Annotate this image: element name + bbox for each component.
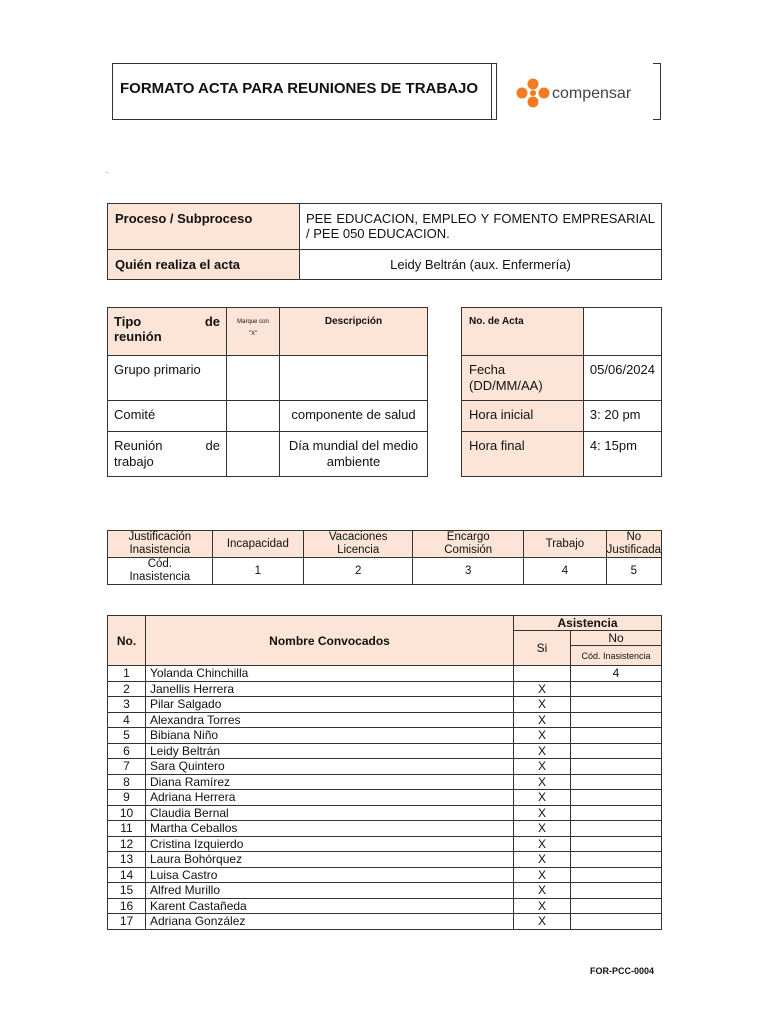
table-row — [108, 852, 662, 868]
row-cod — [571, 790, 662, 806]
marque-header — [227, 308, 280, 356]
tipo-reunion-trabajo-word1: Reunión — [114, 438, 163, 453]
tipo-grupo-primario: Grupo primario — [108, 356, 227, 401]
row-number: 5 — [108, 728, 146, 744]
table-row — [108, 774, 662, 790]
table-row — [108, 805, 662, 821]
table-row — [108, 681, 662, 697]
row-number: 10 — [108, 805, 146, 821]
row-name: Martha Ceballos — [146, 821, 514, 837]
row-si: X — [514, 914, 571, 930]
col-nombre-header: Nombre Convocados — [146, 616, 514, 666]
col-asistencia-header: Asistencia — [514, 616, 662, 631]
header-right-edge — [653, 63, 661, 120]
row-number: 12 — [108, 836, 146, 852]
just-code-2: 2 — [304, 558, 413, 585]
row-number: 14 — [108, 867, 146, 883]
descripcion-reunion-trabajo: Día mundial del medio ambiente — [280, 432, 428, 477]
descripcion-header: Descripción — [280, 308, 428, 356]
table-row — [108, 759, 662, 775]
header-divider — [491, 63, 497, 120]
row-si: X — [514, 681, 571, 697]
table-row — [108, 898, 662, 914]
tipo-header-word3: reunión — [114, 329, 162, 344]
row-cod — [571, 697, 662, 713]
row-cod — [571, 914, 662, 930]
asistencia-rows — [108, 666, 662, 930]
row-name: Adriana González — [146, 914, 514, 930]
tipo-reunion-trabajo-word2: de — [205, 438, 220, 453]
just-code-3: 3 — [413, 558, 524, 585]
hora-inicial-label: Hora inicial — [462, 401, 584, 432]
col-si-header: Si — [514, 631, 571, 666]
justificacion-table — [107, 530, 662, 585]
tipo-header-word1: Tipo — [114, 314, 142, 329]
row-cod — [571, 836, 662, 852]
row-cod — [571, 728, 662, 744]
row-number: 6 — [108, 743, 146, 759]
row-cod — [571, 774, 662, 790]
tipo-header — [108, 308, 227, 356]
row-name: Alexandra Torres — [146, 712, 514, 728]
realiza-value: Leidy Beltrán (aux. Enfermería) — [300, 250, 662, 280]
just-header-justificacion: Justificación Inasistencia — [108, 531, 213, 558]
hora-final-label: Hora final — [462, 432, 584, 477]
row-name: Diana Ramírez — [146, 774, 514, 790]
row-name: Janellis Herrera — [146, 681, 514, 697]
descripcion-comite: componente de salud — [280, 401, 428, 432]
col-cod-header: Cód. Inasistencia — [571, 646, 662, 666]
row-name: Alfred Murillo — [146, 883, 514, 899]
table-row — [108, 743, 662, 759]
table-row — [108, 666, 662, 682]
stray-dot: . — [106, 166, 109, 175]
marque-header-line2: "X" — [248, 331, 258, 337]
table-row — [108, 836, 662, 852]
row-cod — [571, 821, 662, 837]
row-number: 2 — [108, 681, 146, 697]
just-code-1: 1 — [212, 558, 303, 585]
compensar-logo-icon — [515, 77, 645, 109]
marque-header-line1: Marque con — [237, 319, 269, 325]
no-acta-label: No. de Acta — [462, 308, 584, 356]
tipo-header-word2: de — [204, 314, 220, 329]
tipo-reunion-trabajo-word3: trabajo — [114, 454, 154, 469]
col-no-header: No. — [108, 616, 146, 666]
row-number: 16 — [108, 898, 146, 914]
just-header-no-justificada: No Justificada — [606, 531, 662, 556]
row-name: Sara Quintero — [146, 759, 514, 775]
row-name: Pilar Salgado — [146, 697, 514, 713]
row-si: X — [514, 728, 571, 744]
tipo-comite: Comité — [108, 401, 227, 432]
row-number: 13 — [108, 852, 146, 868]
row-si: X — [514, 697, 571, 713]
marca-comite — [227, 401, 280, 432]
row-si: X — [514, 759, 571, 775]
tipo-reunion-table — [107, 307, 428, 477]
col-no-asist-header: No — [571, 631, 662, 646]
row-si: X — [514, 743, 571, 759]
asistencia-table — [107, 615, 662, 930]
marca-reunion-trabajo — [227, 432, 280, 477]
just-header-vacaciones: Vacaciones Licencia — [304, 531, 413, 558]
logo-text: compensar — [552, 85, 632, 102]
row-number: 9 — [108, 790, 146, 806]
row-number: 15 — [108, 883, 146, 899]
row-si: X — [514, 836, 571, 852]
acta-table — [461, 307, 662, 477]
row-cod — [571, 743, 662, 759]
row-si: X — [514, 898, 571, 914]
table-row — [108, 790, 662, 806]
fecha-value: 05/06/2024 — [583, 356, 661, 401]
row-si: X — [514, 821, 571, 837]
row-name: Claudia Bernal — [146, 805, 514, 821]
row-cod — [571, 867, 662, 883]
row-si: X — [514, 852, 571, 868]
row-cod — [571, 898, 662, 914]
row-si: X — [514, 805, 571, 821]
just-header-encargo: Encargo Comisión — [413, 531, 524, 558]
row-number: 17 — [108, 914, 146, 930]
row-name: Adriana Herrera — [146, 790, 514, 806]
table-row — [108, 821, 662, 837]
table-row — [108, 914, 662, 930]
row-si: X — [514, 712, 571, 728]
compensar-logo — [515, 77, 645, 109]
row-si — [514, 666, 571, 682]
row-number: 1 — [108, 666, 146, 682]
row-name: Bibiana Niño — [146, 728, 514, 744]
row-number: 3 — [108, 697, 146, 713]
fecha-label: Fecha (DD/MM/AA) — [462, 356, 584, 401]
no-acta-value — [583, 308, 661, 356]
table-row — [108, 867, 662, 883]
row-cod: 4 — [571, 666, 662, 682]
row-number: 11 — [108, 821, 146, 837]
row-cod — [571, 852, 662, 868]
just-header-incapacidad: Incapacidad — [212, 531, 303, 558]
descripcion-grupo-primario — [280, 356, 428, 401]
proceso-label: Proceso / Subproceso — [108, 204, 300, 250]
hora-final-value: 4: 15pm — [583, 432, 661, 477]
row-number: 7 — [108, 759, 146, 775]
row-name: Luisa Castro — [146, 867, 514, 883]
row-cod — [571, 805, 662, 821]
proceso-value: PEE EDUCACION, EMPLEO Y FOMENTO EMPRESARIAL / PEE 050 EDUCACION. — [300, 204, 662, 250]
table-row — [108, 712, 662, 728]
row-name: Cristina Izquierdo — [146, 836, 514, 852]
marca-grupo-primario — [227, 356, 280, 401]
row-cod — [571, 883, 662, 899]
just-codes-label: Cód. Inasistencia — [108, 558, 213, 585]
just-code-5: 5 — [606, 558, 661, 585]
row-name: Yolanda Chinchilla — [146, 666, 514, 682]
just-code-4: 4 — [524, 558, 607, 585]
row-number: 4 — [108, 712, 146, 728]
row-cod — [571, 681, 662, 697]
just-header-trabajo: Trabajo — [524, 531, 607, 558]
row-si: X — [514, 883, 571, 899]
form-code: FOR-PCC-0004 — [590, 966, 655, 976]
table-row — [108, 883, 662, 899]
table-row — [108, 697, 662, 713]
table-row — [108, 728, 662, 744]
row-si: X — [514, 790, 571, 806]
row-si: X — [514, 867, 571, 883]
tipo-reunion-trabajo — [108, 432, 227, 477]
row-si: X — [514, 774, 571, 790]
row-number: 8 — [108, 774, 146, 790]
proceso-table — [107, 203, 662, 280]
row-name: Laura Bohórquez — [146, 852, 514, 868]
row-name: Leidy Beltrán — [146, 743, 514, 759]
realiza-label: Quién realiza el acta — [108, 250, 300, 280]
row-cod — [571, 759, 662, 775]
document-title: FORMATO ACTA PARA REUNIONES DE TRABAJO — [120, 80, 479, 97]
row-cod — [571, 712, 662, 728]
row-name: Karent Castañeda — [146, 898, 514, 914]
hora-inicial-value: 3: 20 pm — [583, 401, 661, 432]
